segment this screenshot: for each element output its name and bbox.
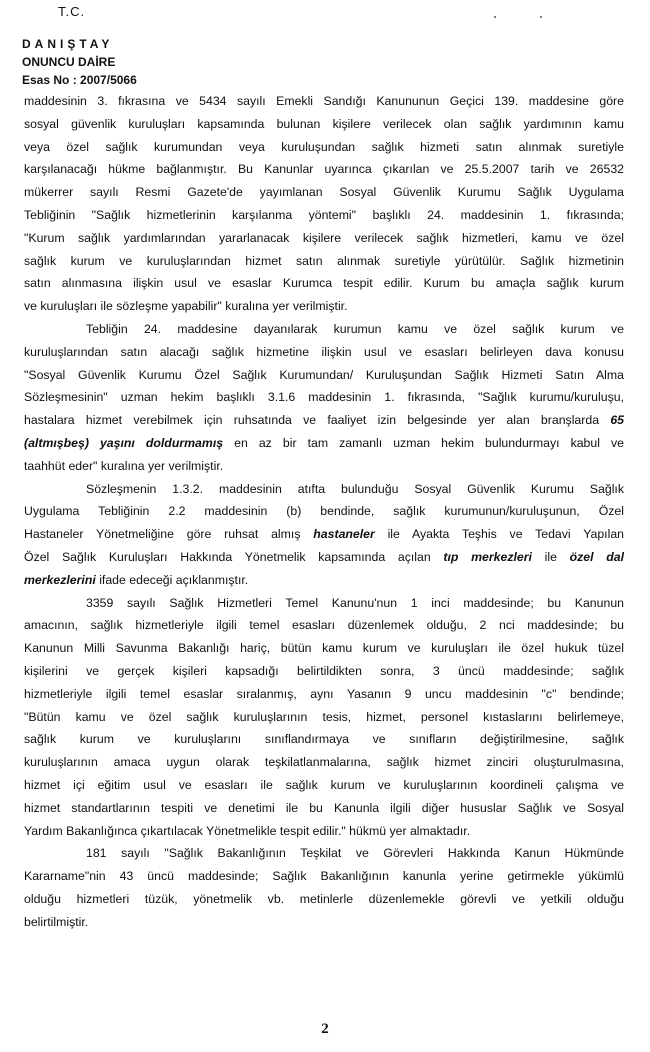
text-run: Sözleşmenin 1.3.2. maddesinin atıfta bulunduğu Sosyal Güvenlik Kurumu Sağlık bbox=[86, 481, 624, 496]
text-line bbox=[24, 546, 624, 569]
text-run: kuruluşlarının amaca uygun olarak teşkilatlanmalarına, sağlık hizmet zinciri oluşturulmasına, bbox=[24, 755, 624, 770]
text-line bbox=[24, 455, 624, 478]
emphasis-text: merkezlerini bbox=[24, 572, 96, 587]
text-line bbox=[24, 272, 624, 295]
text-run: hizmet standartlarının tespiti ve denetimi ile bu Kanunla ilgili diğer hususlar Sağlık ve Sosyal bbox=[24, 800, 624, 815]
emphasis bbox=[24, 436, 223, 450]
text-line bbox=[24, 592, 624, 615]
text-line bbox=[24, 318, 624, 341]
text-line bbox=[24, 113, 624, 136]
text-line bbox=[24, 820, 624, 843]
text-line bbox=[24, 204, 624, 227]
text-run: amacının, sağlık hizmetleriyle ilgili temel esasları düzenlemek olduğu, 2 nci maddesinde; bu bbox=[24, 618, 624, 633]
text-run: Hastaneler Yönetmeliğine göre ruhsat almış bbox=[24, 527, 301, 542]
text-line bbox=[24, 614, 624, 637]
text-line bbox=[24, 683, 624, 706]
text-run: Yardım Bakanlığınca çıkartılacak Yönetmelikle tespit edilir." hükmü yer almaktadır. bbox=[24, 823, 471, 838]
text-line bbox=[24, 911, 624, 934]
text-run: kuruluşlarından satın alacağı sağlık hizmetine ilişkin usul ve esasları belirleyen dava konusu bbox=[24, 344, 624, 359]
text-line bbox=[24, 751, 624, 774]
text-run: "Kurum sağlık yardımlarından yararlanacak kişilere verilecek sağlık hizmetleri, kamu ve özel bbox=[24, 230, 624, 245]
scan-speck bbox=[540, 16, 542, 18]
text-line bbox=[24, 136, 624, 159]
text-run: belirtilmiştir. bbox=[24, 914, 89, 929]
text-run: Tebliğinin "Sağlık hizmetlerinin karşılanma yöntemi" başlıklı 24. maddesinin 1. fıkrasında; bbox=[24, 207, 624, 222]
text-run: satın alınmasına ilişkin usul ve esaslar Kurumca tespit edilir. Kurum bu amaçla sağlık kurum bbox=[24, 276, 624, 291]
text-run: taahhüt eder" kuralına yer verilmiştir. bbox=[24, 458, 224, 473]
text-run: Kanunun Milli Savunma Bakanlığı hariç, bütün kamu kurum ve kuruluşları ile özel hukuk tüzel bbox=[24, 641, 624, 656]
text-line bbox=[24, 888, 624, 911]
text-line bbox=[24, 728, 624, 751]
emphasis bbox=[443, 550, 532, 564]
page-number: 2 bbox=[321, 1021, 329, 1037]
text-line bbox=[24, 295, 624, 318]
text-run: kişilerini ve gerçek kişileri kapsadığı belirtildikten sonra, 3 üncü maddesinde; sağlık bbox=[24, 663, 624, 678]
text-line bbox=[24, 227, 624, 250]
text-line bbox=[24, 706, 624, 729]
text-line bbox=[24, 797, 624, 820]
header-tc: T.C. bbox=[58, 4, 86, 19]
text-run: veya özel sağlık kurumundan veya kuruluşundan sağlık hizmeti satın alınmak suretiyle bbox=[24, 139, 624, 154]
text-line bbox=[24, 500, 624, 523]
text-run: Kararname"nin 43 üncü maddesinde; Sağlık Bakanlığının kanunla yerine getirmekle yükümlü bbox=[24, 869, 624, 884]
text-run: hizmet içi eğitim usul ve esasları ile sağlık kurum ve kuruluşlarının koordineli çalışma ve bbox=[24, 777, 624, 792]
text-run: ve kuruluşları ile sözleşme yapabilir" kuralına yer verilmiştir. bbox=[24, 299, 348, 314]
text-run: Uygulama Tebliğinin 2.2 maddesinin (b) bendinde, sağlık kurumunun/kuruluşunun, Özel bbox=[24, 504, 624, 519]
text-run: ifade edeceği açıklanmıştır. bbox=[95, 572, 249, 587]
emphasis bbox=[24, 573, 96, 587]
emphasis bbox=[610, 413, 624, 427]
text-run: Tebliğin 24. maddesine dayanılarak kurumun kamu ve özel sağlık kurum ve bbox=[86, 321, 624, 336]
text-run: karşılanacağı hükme bağlanmıştır. Bu Kanunlar uyarınca çıkarılan ve 25.5.2007 tarih ve 26532 bbox=[24, 162, 624, 177]
text-run: sağlık kurum ve kuruluşlarından hizmet satın alınmak suretiyle yürütülür. Sağlık hizmetinin bbox=[24, 253, 624, 268]
text-line bbox=[24, 158, 624, 181]
text-line bbox=[24, 865, 624, 888]
text-line bbox=[24, 842, 624, 865]
text-run: sağlık kurum ve kuruluşlarını sınıflandırmaya ve sınıfların değiştirilmesine, sağlık bbox=[24, 732, 624, 747]
emphasis-text: (altmışbeş) yaşını doldurmamış bbox=[24, 435, 224, 450]
emphasis-text: tıp merkezleri bbox=[443, 549, 532, 564]
text-line bbox=[24, 432, 624, 455]
text-run: Özel Sağlık Kuruluşları Hakkında Yönetmelik kapsamında açılan bbox=[24, 549, 431, 564]
text-line bbox=[24, 660, 624, 683]
scan-speck bbox=[494, 16, 496, 18]
document-body bbox=[24, 90, 624, 933]
case-label: Esas No bbox=[22, 73, 70, 87]
text-line bbox=[24, 90, 624, 113]
text-line bbox=[24, 250, 624, 273]
emphasis bbox=[313, 527, 375, 541]
text-run: hizmetleriyle ilgili temel esaslar sıralanmış, aynı Yasanın 9 uncu maddesinin "c" bendinde; bbox=[24, 686, 624, 701]
text-run: "Sosyal Güvenlik Kurumu Özel Sağlık Kurumundan/ Kuruluşundan Sağlık Hizmeti Satın Alma bbox=[24, 367, 624, 382]
emphasis bbox=[570, 550, 624, 564]
text-run: ile Ayakta Teşhis ve Tedavi Yapılan bbox=[374, 527, 624, 542]
text-line bbox=[24, 774, 624, 797]
text-line bbox=[24, 409, 624, 432]
text-line bbox=[24, 523, 624, 546]
header-case-number bbox=[22, 72, 137, 88]
text-run: hastalara hizmet verebilmek için ruhsatında ve faaliyet izin belgesinde yer alan branşlarda bbox=[24, 413, 600, 428]
text-run: olduğu hizmetleri tüzük, yönetmelik vb. metinlerle düzenlemekle görevli ve yetkili olduğu bbox=[24, 891, 624, 906]
text-line bbox=[24, 569, 624, 592]
text-run: 3359 sayılı Sağlık Hizmetleri Temel Kanunu'nun 1 inci maddesinde; bu Kanunun bbox=[86, 595, 624, 610]
text-run: 181 sayılı "Sağlık Bakanlığının Teşkilat ve Görevleri Hakkında Kanun Hükmünde bbox=[86, 846, 624, 861]
text-line bbox=[24, 364, 624, 387]
text-line bbox=[24, 637, 624, 660]
text-run: sosyal güvenlik kuruluşları kapsamında bulunan kişilere verilecek olan sağlık yardımının kamu bbox=[24, 116, 624, 131]
text-run: en az bir tam zamanlı uzman hekim bulundurmayı kabul ve bbox=[223, 435, 624, 450]
emphasis-text: hastaneler bbox=[313, 527, 375, 542]
emphasis-text: 65 bbox=[610, 413, 624, 428]
text-run: maddesinin 3. fıkrasına ve 5434 sayılı Emekli Sandığı Kanununun Geçici 139. maddesine göre bbox=[24, 94, 624, 108]
text-line bbox=[24, 386, 624, 409]
text-run: Sözleşmesinin" uzman hekim başlıklı 3.1.6 maddesinin 1. fıkrasında, "Sağlık kurumu/kuruluşu, bbox=[24, 390, 624, 405]
text-run: mükerrer sayılı Resmi Gazete'de yayımlanan Sosyal Güvenlik Kurumu Sağlık Uygulama bbox=[24, 185, 624, 200]
text-line bbox=[24, 341, 624, 364]
emphasis-text: özel dal bbox=[569, 549, 624, 564]
case-number: : 2007/5066 bbox=[72, 73, 137, 87]
header-court: DANIŞTAY bbox=[22, 37, 114, 51]
text-line bbox=[24, 478, 624, 501]
text-run: ile bbox=[531, 549, 570, 564]
text-line bbox=[24, 181, 624, 204]
text-run: "Bütün kamu ve özel sağlık kuruluşlarının tesis, hizmet, personel kıstaslarını belirlemeye, bbox=[24, 709, 624, 724]
header-chamber: ONUNCU DAİRE bbox=[22, 55, 116, 69]
